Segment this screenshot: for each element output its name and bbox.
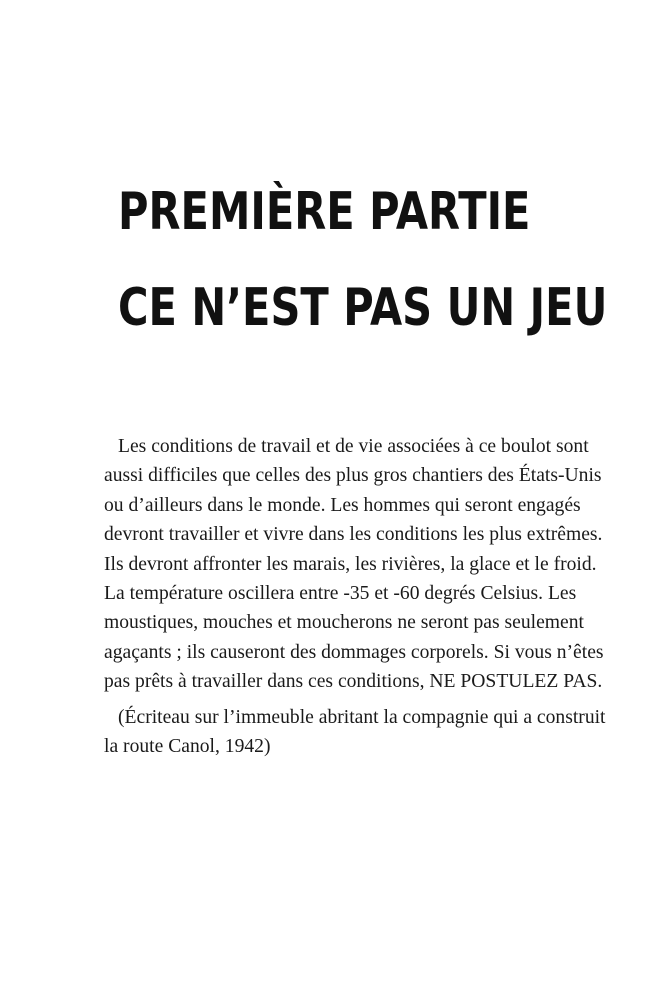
epigraph-quote <box>104 432 604 697</box>
epigraph-line: La température oscillera entre -35 et -60 degrés Celsius. Les <box>104 583 577 605</box>
epigraph-line: pas prêts à travailler dans ces conditions, NE POSTULEZ PAS. <box>104 671 603 693</box>
epigraph-line: moustiques, mouches et moucherons ne seront pas seulement <box>104 612 584 634</box>
epigraph-line: agaçants ; ils causeront des dommages corporels. Si vous n’êtes <box>104 641 604 663</box>
epigraph-line: ou d’ailleurs dans le monde. Les hommes qui seront engagés <box>104 494 581 516</box>
epigraph-line: Les conditions de travail et de vie associées à ce boulot sont <box>118 436 589 457</box>
epigraph-line: aussi difficiles que celles des plus gros chantiers des États-Unis <box>104 465 602 487</box>
part-subtitle: CE N’EST PAS UN JEU <box>118 278 608 338</box>
part-heading <box>118 182 638 338</box>
source-line: (Écriteau sur l’immeuble abritant la compagnie qui a construit <box>118 707 606 728</box>
epigraph-line: Ils devront affronter les marais, les rivières, la glace et le froid. <box>104 553 597 575</box>
part-title: PREMIÈRE PARTIE <box>118 182 531 242</box>
epigraph-source <box>104 703 606 762</box>
epigraph-line: devront travailler et vivre dans les conditions les plus extrêmes. <box>104 524 603 546</box>
source-line: la route Canol, 1942) <box>104 736 271 758</box>
